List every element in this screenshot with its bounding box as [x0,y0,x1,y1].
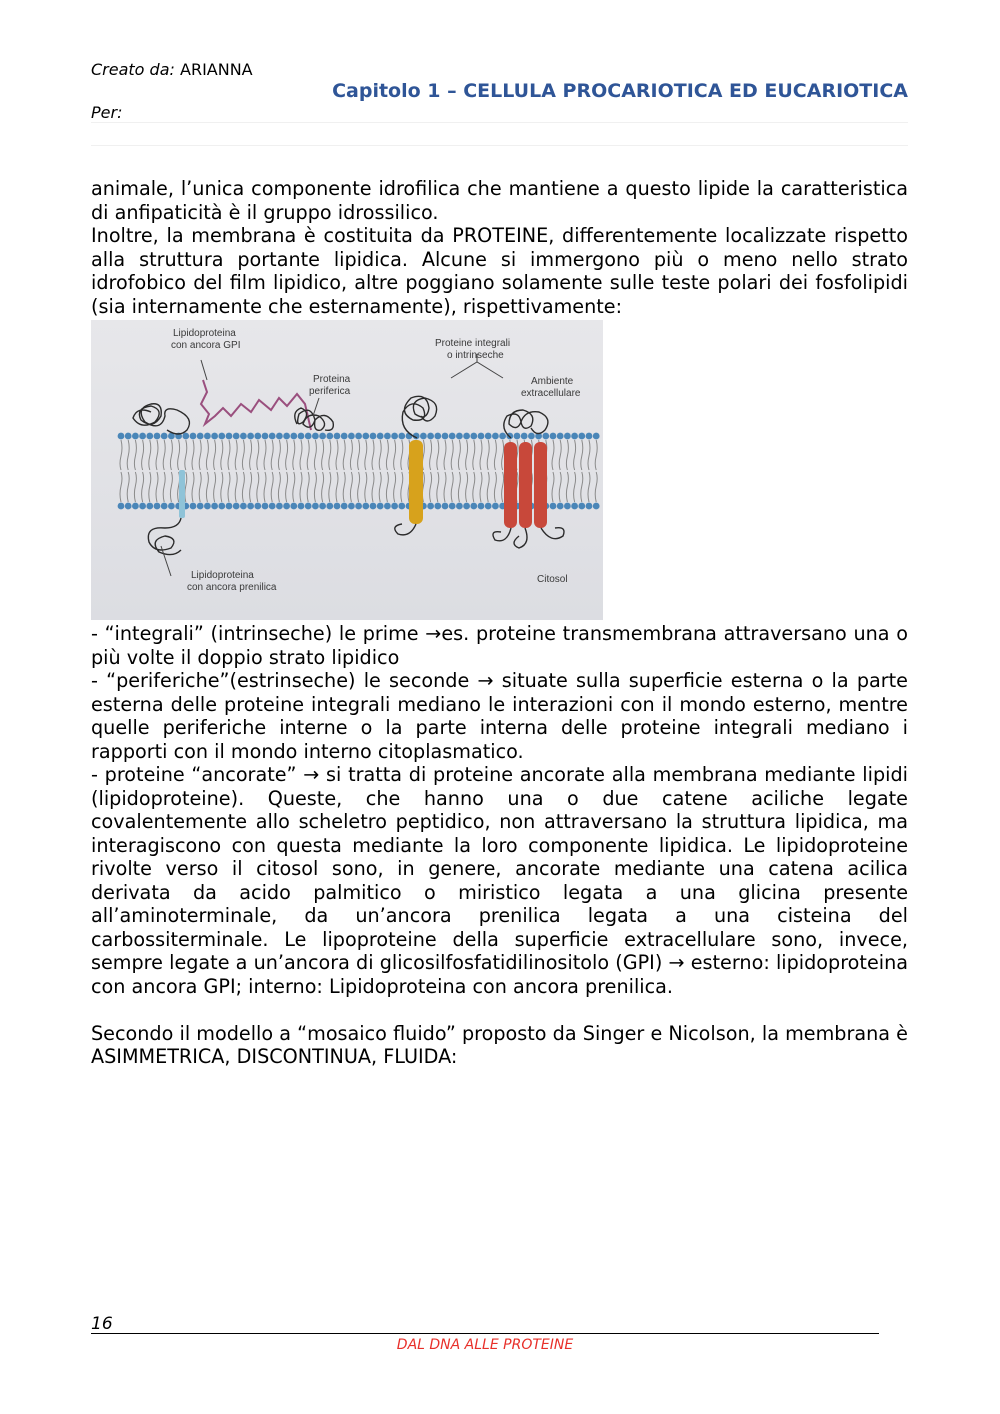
transmembrane-helix-yellow [409,440,423,524]
lipid-tail [307,440,309,470]
lipid-tail [257,472,259,502]
paragraph: animale, l’unica componente idrofilica che mantiene a questo lipide la caratteristica di anfipaticità è il gruppo idrossilico. [91,177,908,224]
lipid-head [434,433,441,440]
lipid-head [218,433,225,440]
lipid-head [449,503,456,510]
lipid-tail [286,440,288,470]
label-citosol: Citosol [537,574,568,585]
lipid-tail [358,472,360,502]
gpi-protein-coil [133,404,189,434]
lipid-tail [278,472,280,502]
lipid-head [118,433,125,440]
lipid-tail [185,440,187,470]
label-gpi: Lipidoproteina [173,328,236,339]
lipid-tail [480,440,482,470]
lipid-head [226,433,233,440]
lipid-head [240,503,247,510]
lipid-head [362,433,369,440]
lipid-tail [358,440,360,470]
lipid-head [154,503,161,510]
lipid-tail [120,440,122,470]
lipid-head [290,433,297,440]
lipid-head [269,503,276,510]
lipid-head [391,433,398,440]
label-ambiente: extracellulare [521,388,581,399]
gpi-label-leader [201,360,207,380]
lipid-tail [566,472,568,502]
lipid-head [449,433,456,440]
lipid-head [197,503,204,510]
lipid-tail [221,472,223,502]
lipid-head [146,503,153,510]
lipid-head [305,503,312,510]
lipid-head [571,503,578,510]
lipid-head [564,503,571,510]
lipid-tail [178,440,180,470]
transmembrane-helix-red [534,442,547,528]
lipid-tail [307,472,309,502]
lipid-tail [322,440,324,470]
paragraph: Secondo il modello a “mosaico fluido” proposto da Singer e Nicolson, la membrana è ASIMMETRICA, DISCONTINUA, FLUIDA: [91,1021,908,1068]
lipid-tail [581,440,583,470]
lipid-tail [466,472,468,502]
page-number: 16 [91,1314,113,1334]
lipid-tail [502,440,504,470]
lipid-tail [430,440,432,470]
lipid-head [276,503,283,510]
lipid-tail [214,440,216,470]
lipid-tail [314,472,316,502]
lipid-head [593,503,600,510]
lipid-head [442,433,449,440]
lipid-head [240,433,247,440]
lipid-tail [149,440,151,470]
lipid-head [132,503,139,510]
label-ambiente: Ambiente [531,376,574,387]
lipid-head [463,433,470,440]
lipid-head [118,503,125,510]
lipid-tail [401,440,403,470]
lipid-head [276,433,283,440]
lipid-tail [199,440,201,470]
lipid-head [478,503,485,510]
lipid-tail [372,440,374,470]
prenyl-anchor [179,470,185,518]
lipid-head [218,503,225,510]
lipid-tail [365,440,367,470]
lipid-tail [250,472,252,502]
lipid-head [269,433,276,440]
lipid-head [283,433,290,440]
label-gpi: con ancora GPI [171,340,241,351]
lipid-tail [271,440,273,470]
lipid-head [355,433,362,440]
lipid-head [355,503,362,510]
header-rule-secondary [91,145,908,146]
lipid-tail [142,440,144,470]
peripheral-label-leader [313,398,319,416]
lipid-head [384,503,391,510]
lipid-head [593,433,600,440]
lipid-head [377,433,384,440]
lipid-tail [473,472,475,502]
lipid-head [283,503,290,510]
gpi-anchor [201,380,311,430]
lipid-tail [502,472,504,502]
lipid-head [168,503,175,510]
lipid-tail [588,440,590,470]
lipid-head [298,433,305,440]
lipid-head [391,503,398,510]
lipid-tail [595,472,597,502]
lipid-head [326,433,333,440]
lipid-head [139,433,146,440]
lipid-head [578,503,585,510]
lipid-head [586,503,593,510]
transmembrane-helix-red [519,442,532,528]
lipid-head [319,503,326,510]
lipid-tail [242,440,244,470]
membrane-diagram [91,320,603,620]
lipid-head [233,433,240,440]
lipid-head [204,433,211,440]
lipid-head [298,503,305,510]
lipid-head [427,433,434,440]
lipid-tail [372,472,374,502]
lipid-tail [487,472,489,502]
lipid-head [211,433,218,440]
lipid-tail [458,440,460,470]
lipid-head [478,433,485,440]
lipid-tail [473,440,475,470]
lipid-tail [264,472,266,502]
lipid-head [456,433,463,440]
page-content [91,177,908,1069]
lipid-head [384,433,391,440]
lipid-head [226,503,233,510]
lipid-tail [350,440,352,470]
lipid-tail [430,472,432,502]
paragraph: - “integrali” (intrinseche) le prime →es. proteine transmembrana attraversano una o più volte il doppio strato lipidico [91,622,908,669]
lipid-head [398,503,405,510]
lipid-head [334,433,341,440]
lipid-tail [394,440,396,470]
lipid-tail [142,472,144,502]
lipid-tail [336,440,338,470]
created-label: Creato da: [91,60,175,79]
lipid-tail [127,440,129,470]
label-integrali: o intrinseche [447,350,504,361]
lipid-tail [271,472,273,502]
header-created [91,60,253,79]
lipid-tail [228,440,230,470]
lipid-head [492,433,499,440]
lipid-head [420,433,427,440]
lipid-head [305,433,312,440]
lipid-head [204,503,211,510]
lipid-head [463,503,470,510]
chapter-title: Capitolo 1 – CELLULA PROCARIOTICA ED EUCARIOTICA [332,80,908,102]
lipid-head [362,503,369,510]
lipid-tail [206,440,208,470]
lipid-head [377,503,384,510]
lipid-tail [120,472,122,502]
header-rule [91,122,908,123]
lipid-tail [300,440,302,470]
lipid-head [586,433,593,440]
lipid-head [290,503,297,510]
label-prenilica: con ancora prenilica [187,582,277,593]
lipid-tail [494,440,496,470]
lipid-tail [257,440,259,470]
lipid-head [262,503,269,510]
lipid-tail [365,472,367,502]
lipid-tail [134,440,136,470]
lipid-head [139,503,146,510]
lipid-tail [199,472,201,502]
lipid-head [341,433,348,440]
lipid-head [514,433,521,440]
created-value: ARIANNA [180,60,253,79]
lipid-head [254,433,261,440]
lipid-head [154,433,161,440]
lipid-tail [163,440,165,470]
lipid-tail [329,440,331,470]
lipid-head [485,503,492,510]
lipid-tail [552,440,554,470]
lipid-tail [379,440,381,470]
lipid-tail [336,472,338,502]
lipid-head [499,433,506,440]
lipid-tail [566,440,568,470]
lipid-tail [235,440,237,470]
lipid-head [334,503,341,510]
lipid-tail [134,472,136,502]
lipid-tail [494,472,496,502]
lipid-head [312,433,319,440]
lipid-tail [559,440,561,470]
lipid-head [557,503,564,510]
lipid-head [442,503,449,510]
lipid-tail [214,472,216,502]
lipid-tail [574,440,576,470]
lipid-head [341,503,348,510]
lipid-head [485,433,492,440]
lipid-tail [314,440,316,470]
lipid-head [348,433,355,440]
lipid-tail [264,440,266,470]
lipid-tail [192,472,194,502]
lipid-head [132,433,139,440]
lipid-head [182,433,189,440]
membrane-figure [91,320,603,620]
lipid-tail [480,472,482,502]
lipid-head [190,503,197,510]
lipid-tail [451,440,453,470]
lipid-tail [343,440,345,470]
lipid-tail [293,472,295,502]
lipid-head [319,433,326,440]
lipid-head [434,503,441,510]
prenyl-label-leader [161,546,171,576]
lipid-head [571,433,578,440]
lipid-head [161,433,168,440]
lipid-tail [250,440,252,470]
lipid-tail [185,472,187,502]
lipid-head [564,433,571,440]
lipid-tail [451,472,453,502]
lipid-head [326,503,333,510]
lipid-tail [221,440,223,470]
lipid-tail [242,472,244,502]
lipid-head [247,433,254,440]
prenyl-protein-coil [148,518,181,555]
lipid-tail [127,472,129,502]
lipid-head [125,433,132,440]
lipid-head [197,433,204,440]
lipid-head [492,503,499,510]
lipid-tail [350,472,352,502]
lipid-head [233,503,240,510]
lipid-tail [437,440,439,470]
lipid-tail [300,472,302,502]
lipid-tail [192,440,194,470]
lipid-tail [163,472,165,502]
lipid-tail [293,440,295,470]
lipid-tail [595,440,597,470]
lipid-head [521,433,528,440]
lipid-head [211,503,218,510]
lipid-tail [581,472,583,502]
lipid-tail [206,472,208,502]
lipid-tail [437,472,439,502]
lipid-tail [466,440,468,470]
paragraph: Inoltre, la membrana è costituita da PROTEINE, differentemente localizzate rispetto alla struttura portante lipidica. Alcune si immergono più o meno nello strato idrofobico del film lipidico, altre poggiano solamente sulle teste polari dei fosfolipidi (sia internamente che esternamente), rispettivamente: [91,224,908,318]
lipid-tail [574,472,576,502]
lipid-tail [322,472,324,502]
label-periferica: Proteina [313,374,351,385]
lipid-head [125,503,132,510]
lipid-tail [588,472,590,502]
lipid-tail [552,472,554,502]
lipid-tail [394,472,396,502]
book-title: DAL DNA ALLE PROTEINE [396,1337,574,1353]
lipid-tail [444,440,446,470]
lipid-head [262,433,269,440]
lipid-head [254,503,261,510]
lipid-tail [329,472,331,502]
lipid-tail [170,472,172,502]
lipid-head [528,433,535,440]
lipid-head [348,503,355,510]
lipid-tail [235,472,237,502]
lipid-head [456,503,463,510]
label-periferica: periferica [309,386,351,397]
lipid-head [557,433,564,440]
lipid-tail [278,440,280,470]
integral-coil-yellow [402,396,436,438]
lipid-head [550,503,557,510]
blank-line [91,998,908,1022]
lipid-tail [458,472,460,502]
lipid-head [370,503,377,510]
lipid-tail [386,472,388,502]
lipid-head [161,503,168,510]
lipid-tail [386,440,388,470]
label-integrali: Proteine integrali [435,338,511,349]
lipid-head [146,433,153,440]
paragraph: - proteine “ancorate” → si tratta di proteine ancorate alla membrana mediante lipidi (lipidoproteine). Queste, che hanno una o due catene aciliche legate covalentemente allo scheletro peptidico, non attraversano la struttura lipidica, ma interagiscono con questa mediante la loro componente lipidica. Le lipidoproteine rivolte verso il citosol sono, in genere, ancorate mediante una catena acilica derivata da acido palmitico o miristico legata a una glicina presente all’aminoterminale, da un’ancora prenilica legata a una cisteina del carbossiterminale. Le lipoproteine della superficie extracellulare sono, invece, sempre legate a un’ancora di glicosilfosfatidilinositolo (GPI) → esterno: lipidoproteina con ancora GPI; interno: Lipidoproteina con ancora prenilica. [91,763,908,998]
lipid-head [470,503,477,510]
lipid-tail [286,472,288,502]
lipid-head [312,503,319,510]
lipid-head [370,433,377,440]
lipid-tail [170,440,172,470]
lipid-tail [149,472,151,502]
lipid-tail [444,472,446,502]
label-prenilica: Lipidoproteina [191,570,254,581]
lipid-head [190,433,197,440]
lipid-tail [487,440,489,470]
lipid-tail [401,472,403,502]
paragraph: - “periferiche”(estrinseche) le seconde → situate sulla superficie esterna o la parte esterna delle proteine integrali mediano le interazioni con il mondo esterno, mentre quelle periferiche interne o la parte interna delle proteine integrali mediano i rapporti con il mondo interno citoplasmatico. [91,669,908,763]
lipid-head [578,433,585,440]
lipid-head [542,433,549,440]
lipid-tail [343,472,345,502]
lipid-head [470,433,477,440]
lipid-head [550,433,557,440]
lipid-tail [559,472,561,502]
transmembrane-helix-red [504,442,517,528]
lipid-tail [379,472,381,502]
integral-label-leader [451,362,503,378]
lipid-tail [156,440,158,470]
footer-rule [91,1333,879,1334]
lipid-tail [228,472,230,502]
lipid-tail [156,472,158,502]
lipid-head [427,503,434,510]
header-per: Per: [91,103,123,122]
lipid-head [247,503,254,510]
lipid-head [398,433,405,440]
